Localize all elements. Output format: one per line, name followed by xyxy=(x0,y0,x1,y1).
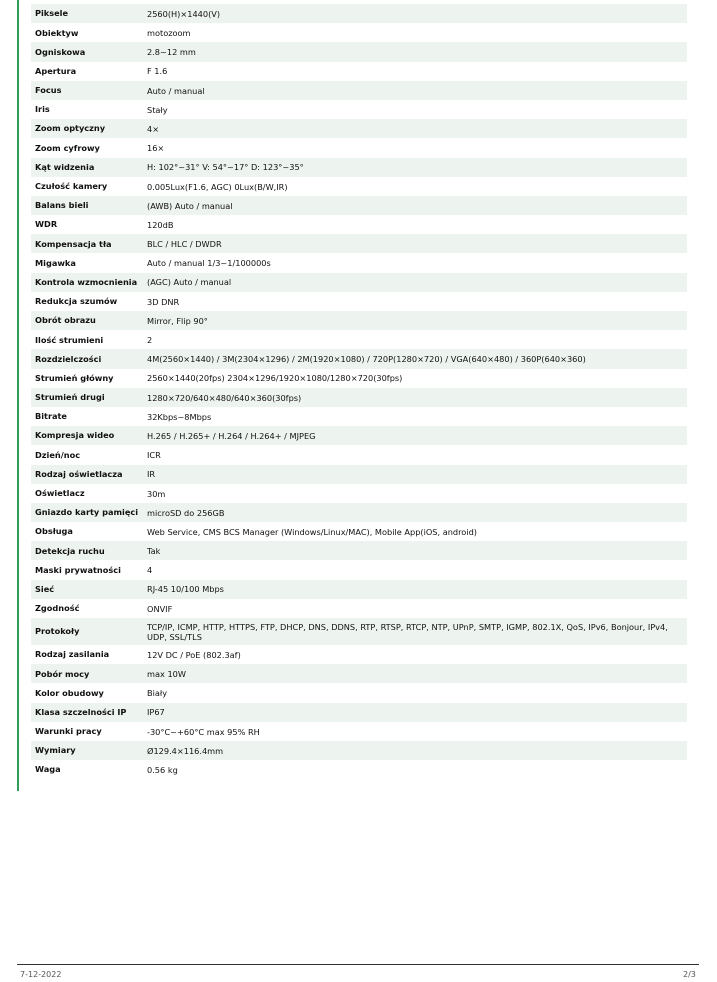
spec-row xyxy=(31,426,687,445)
spec-row xyxy=(31,273,687,292)
spec-value: 0.005Lux(F1.6, AGC) 0Lux(B/W,IR) xyxy=(147,181,288,192)
spec-row xyxy=(31,484,687,503)
spec-row xyxy=(31,292,687,311)
spec-label: Focus xyxy=(35,85,62,96)
spec-label: Obrót obrazu xyxy=(35,315,96,326)
spec-row xyxy=(31,253,687,272)
spec-label: Zoom cyfrowy xyxy=(35,142,100,153)
spec-value: 2 xyxy=(147,335,153,346)
spec-value: H.265 / H.265+ / H.264 / H.264+ / MJPEG xyxy=(147,430,316,441)
spec-row xyxy=(31,100,687,119)
spec-label: Kąt widzenia xyxy=(35,161,95,172)
spec-label: Balans bieli xyxy=(35,200,89,211)
spec-row xyxy=(31,445,687,464)
spec-value: IP67 xyxy=(147,707,165,718)
spec-value: 120dB xyxy=(147,219,174,230)
spec-label: Ogniskowa xyxy=(35,46,86,57)
spec-label: Maski prywatności xyxy=(35,564,121,575)
spec-row xyxy=(31,541,687,560)
spec-row xyxy=(31,664,687,683)
left-accent-bar xyxy=(17,0,19,791)
spec-label: Strumień drugi xyxy=(35,392,105,403)
spec-label: Zoom optyczny xyxy=(35,123,106,134)
spec-label: Zgodność xyxy=(35,603,80,614)
spec-value: Auto / manual xyxy=(147,85,205,96)
spec-row xyxy=(31,330,687,349)
spec-value: 4 xyxy=(147,565,153,576)
spec-row xyxy=(31,388,687,407)
spec-value: RJ-45 10/100 Mbps xyxy=(147,584,224,595)
spec-label: Iris xyxy=(35,104,50,115)
spec-value: H: 102°~31° V: 54°~17° D: 123°~35° xyxy=(147,162,304,173)
spec-value: (AGC) Auto / manual xyxy=(147,277,232,288)
spec-label: Wymiary xyxy=(35,745,76,756)
spec-value: Biały xyxy=(147,688,168,699)
spec-row xyxy=(31,81,687,100)
spec-row xyxy=(31,560,687,579)
spec-label: Obsługa xyxy=(35,526,73,537)
spec-value: microSD do 256GB xyxy=(147,507,225,518)
spec-row xyxy=(31,407,687,426)
spec-row xyxy=(31,349,687,368)
spec-row xyxy=(31,683,687,702)
spec-row xyxy=(31,465,687,484)
spec-value: Mirror, Flip 90° xyxy=(147,315,208,326)
spec-value: 0.56 kg xyxy=(147,764,178,775)
spec-row xyxy=(31,23,687,42)
spec-row xyxy=(31,599,687,618)
spec-row xyxy=(31,234,687,253)
spec-row xyxy=(31,703,687,722)
spec-label: Rodzaj zasilania xyxy=(35,649,110,660)
spec-value: (AWB) Auto / manual xyxy=(147,200,233,211)
spec-label: Kompensacja tła xyxy=(35,238,112,249)
spec-label: Pobór mocy xyxy=(35,668,90,679)
spec-label: Sieć xyxy=(35,583,55,594)
spec-row xyxy=(31,522,687,541)
spec-row xyxy=(31,311,687,330)
spec-label: Klasa szczelności IP xyxy=(35,706,127,717)
spec-value: Stały xyxy=(147,104,168,115)
spec-value: 2560×1440(20fps) 2304×1296/1920×1080/1280×720(30fps) xyxy=(147,373,403,384)
spec-value: 32Kbps~8Mbps xyxy=(147,411,212,422)
spec-label: Obiektyw xyxy=(35,27,79,38)
spec-label: Waga xyxy=(35,764,61,775)
spec-label: Kontrola wzmocnienia xyxy=(35,276,138,287)
spec-row xyxy=(31,369,687,388)
spec-value: Tak xyxy=(147,546,161,557)
spec-row xyxy=(31,62,687,81)
spec-label: Migawka xyxy=(35,257,76,268)
spec-label: Bitrate xyxy=(35,411,67,422)
spec-value: 2.8~12 mm xyxy=(147,47,196,58)
spec-value: Auto / manual 1/3~1/100000s xyxy=(147,258,271,269)
spec-value: 12V DC / PoE (802.3af) xyxy=(147,649,241,660)
spec-row xyxy=(31,580,687,599)
spec-value: motozoom xyxy=(147,28,191,39)
spec-row xyxy=(31,4,687,23)
spec-row xyxy=(31,722,687,741)
spec-label: Apertura xyxy=(35,65,77,76)
spec-label: Rozdzielczości xyxy=(35,353,102,364)
spec-label: WDR xyxy=(35,219,58,230)
spec-label: Ilość strumieni xyxy=(35,334,104,345)
spec-value: ONVIF xyxy=(147,603,173,614)
spec-value: Web Service, CMS BCS Manager (Windows/Linux/MAC), Mobile App(iOS, android) xyxy=(147,526,477,537)
spec-row xyxy=(31,177,687,196)
spec-label: Piksele xyxy=(35,8,69,19)
spec-value: TCP/IP, ICMP, HTTP, HTTPS, FTP, DHCP, DNS, DDNS, RTP, RTSP, RTCP, NTP, UPnP, SMTP, IGMP, 802.1X, QoS, IPv6, Bonjour, IPv4, UDP, SSL/TLS xyxy=(147,621,668,642)
spec-row xyxy=(31,618,687,645)
spec-row xyxy=(31,119,687,138)
footer-date: 7-12-2022 xyxy=(20,970,62,979)
spec-label: Protokoły xyxy=(35,626,80,637)
spec-label: Dzień/noc xyxy=(35,449,81,460)
spec-label: Czułość kamery xyxy=(35,181,108,192)
spec-label: Detekcja ruchu xyxy=(35,545,105,556)
spec-label: Strumień główny xyxy=(35,372,114,383)
spec-value: ICR xyxy=(147,450,161,461)
spec-row xyxy=(31,645,687,664)
spec-label: Rodzaj oświetlacza xyxy=(35,468,123,479)
spec-row xyxy=(31,741,687,760)
spec-label: Kompresja wideo xyxy=(35,430,115,441)
spec-row xyxy=(31,158,687,177)
spec-row xyxy=(31,215,687,234)
page-number: 2/3 xyxy=(683,970,696,979)
spec-row xyxy=(31,138,687,157)
spec-value: 1280×720/640×480/640×360(30fps) xyxy=(147,392,302,403)
spec-row xyxy=(31,196,687,215)
spec-table xyxy=(31,4,687,779)
spec-label: Oświetlacz xyxy=(35,488,85,499)
spec-value: Ø129.4×116.4mm xyxy=(147,745,224,756)
spec-value: 4× xyxy=(147,123,160,134)
spec-value: 2560(H)×1440(V) xyxy=(147,8,221,19)
spec-value: -30°C~+60°C max 95% RH xyxy=(147,726,260,737)
spec-row xyxy=(31,42,687,61)
spec-value: F 1.6 xyxy=(147,66,168,77)
spec-value: max 10W xyxy=(147,669,186,680)
spec-value: IR xyxy=(147,469,156,480)
spec-label: Warunki pracy xyxy=(35,726,102,737)
footer-divider xyxy=(17,964,699,965)
spec-row xyxy=(31,503,687,522)
spec-value: 4M(2560×1440) / 3M(2304×1296) / 2M(1920×1080) / 720P(1280×720) / VGA(640×480) / 360P(640×360) xyxy=(147,354,586,365)
spec-value: 16× xyxy=(147,143,165,154)
spec-row xyxy=(31,760,687,779)
spec-label: Gniazdo karty pamięci xyxy=(35,507,139,518)
spec-value: BLC / HLC / DWDR xyxy=(147,239,222,250)
spec-value: 3D DNR xyxy=(147,296,180,307)
spec-label: Redukcja szumów xyxy=(35,296,118,307)
spec-label: Kolor obudowy xyxy=(35,687,104,698)
spec-value: 30m xyxy=(147,488,166,499)
